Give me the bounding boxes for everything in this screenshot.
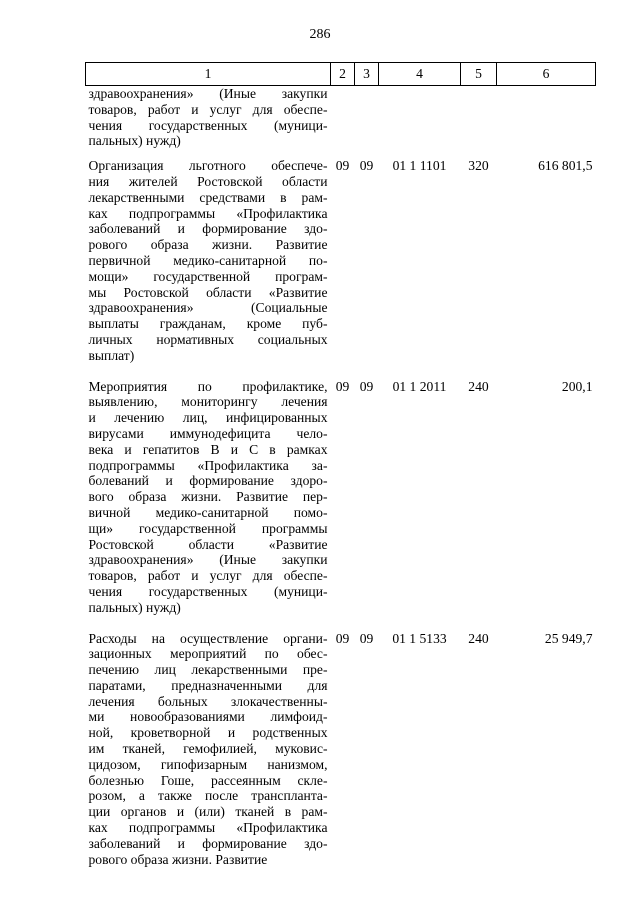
row-expense-type: 320: [468, 158, 489, 174]
description-line: чения государственных (муници-: [88, 583, 328, 599]
row-section-code: 09: [335, 158, 350, 174]
description-line: ной, кроветворной и родственных: [88, 725, 328, 741]
row-target-article: [379, 86, 461, 150]
description-line: рового образа жизни. Развитие: [88, 237, 328, 253]
budget-table: [85, 62, 596, 873]
row-target-article: 01 1 5133: [392, 630, 447, 646]
description-line: печению лиц лекарственными пре-: [88, 662, 328, 678]
description-line: вирусами иммунодефицита чело-: [88, 425, 328, 441]
row-amount: 25 949,7: [544, 630, 593, 646]
description-line: выплат): [88, 347, 135, 363]
row-amount: [497, 86, 596, 150]
description-line: ках подпрограммы «Профилактика: [88, 820, 328, 836]
description-line: вого образа жизни. Развитие пер-: [88, 489, 328, 505]
column-header-5: 5: [461, 63, 497, 86]
description-line: мы Ростовской области «Развитие: [88, 284, 328, 300]
description-line: вичной медико-санитарной помо-: [88, 504, 328, 520]
row-expense-type: [461, 86, 497, 150]
description-line: зационных мероприятий по обес-: [88, 646, 328, 662]
description-line: и лечению лиц, инфицированных: [88, 410, 328, 426]
description-line: розом, а также после транспланта-: [88, 788, 328, 804]
description-line: первичной медико-санитарной по-: [88, 252, 328, 268]
description-line: чения государственных (муници-: [88, 117, 328, 133]
description-line: лекарственными средствами в рам-: [88, 189, 328, 205]
description-line: щи» государственной программы: [88, 520, 328, 536]
description-line: Ростовской области «Развитие: [88, 536, 328, 552]
description-line: Организация льготного обеспече-: [88, 158, 328, 174]
row-expense-type: 240: [468, 378, 489, 394]
description-line: болезнью Гоше, рассеянным скле-: [88, 772, 328, 788]
table-row: [86, 622, 596, 874]
description-line: болеваний и формирование здоро-: [88, 473, 328, 489]
row-subsection-code: 09: [359, 158, 374, 174]
description-line: выплаты гражданам, кроме пуб-: [88, 316, 328, 332]
table-row: [86, 149, 596, 369]
page-number: 286: [309, 27, 331, 42]
table-row: [86, 86, 596, 150]
description-line: века и гепатитов В и С в рамках: [88, 441, 328, 457]
row-description: [86, 622, 331, 874]
column-header-1: 1: [86, 63, 331, 86]
description-line: Мероприятия по профилактике,: [88, 378, 328, 394]
description-line: здравоохранения» (Социальные: [88, 300, 328, 316]
description-line: пальных) нужд): [88, 599, 181, 615]
description-line: товаров, работ и услуг для обеспе-: [88, 568, 328, 584]
column-header-3: 3: [355, 63, 379, 86]
description-line: здравоохранения» (Иные закупки: [88, 86, 328, 101]
row-subsection-code: [355, 86, 379, 150]
row-description: [86, 370, 331, 622]
description-line: ции органов и (или) тканей в рам-: [88, 804, 328, 820]
description-line: рового образа жизни. Развитие: [88, 851, 268, 867]
row-target-article: 01 1 1101: [392, 158, 447, 174]
description-line: ми новообразованиями лимфоид-: [88, 709, 328, 725]
row-amount: 200,1: [561, 378, 593, 394]
description-line: им тканей, гемофилией, муковис-: [88, 741, 328, 757]
column-header-4: 4: [379, 63, 461, 86]
description-line: лечения больных злокачественны-: [88, 693, 328, 709]
table-header-row: [86, 63, 596, 86]
row-target-article: 01 1 2011: [392, 378, 447, 394]
row-expense-type: 240: [468, 630, 489, 646]
description-line: заболеваний и формирование здо-: [88, 221, 328, 237]
description-line: мощи» государственной програм-: [88, 268, 328, 284]
description-line: цидозом, гипофизарным нанизмом,: [88, 756, 328, 772]
row-section-code: 09: [335, 378, 350, 394]
column-header-2: 2: [331, 63, 355, 86]
description-line: пальных) нужд): [88, 133, 181, 149]
description-line: товаров, работ и услуг для обеспе-: [88, 101, 328, 117]
row-section-code: 09: [335, 630, 350, 646]
row-description: [86, 149, 331, 369]
description-line: здравоохранения» (Иные закупки: [88, 552, 328, 568]
description-line: ках подпрограммы «Профилактика: [88, 205, 328, 221]
row-amount: 616 801,5: [538, 158, 593, 174]
row-description: [86, 86, 331, 150]
column-header-6: 6: [497, 63, 596, 86]
table-row: [86, 370, 596, 622]
description-line: личных нормативных социальных: [88, 331, 328, 347]
row-subsection-code: 09: [359, 378, 374, 394]
description-line: выявлению, мониторингу лечения: [88, 394, 328, 410]
description-line: Расходы на осуществление органи-: [88, 630, 328, 646]
description-line: заболеваний и формирование здо-: [88, 835, 328, 851]
description-line: ния жителей Ростовской области: [88, 173, 328, 189]
row-section-code: [331, 86, 355, 150]
description-line: подпрограммы «Профилактика за-: [88, 457, 328, 473]
row-subsection-code: 09: [359, 630, 374, 646]
description-line: паратами, предназначенными для: [88, 677, 328, 693]
